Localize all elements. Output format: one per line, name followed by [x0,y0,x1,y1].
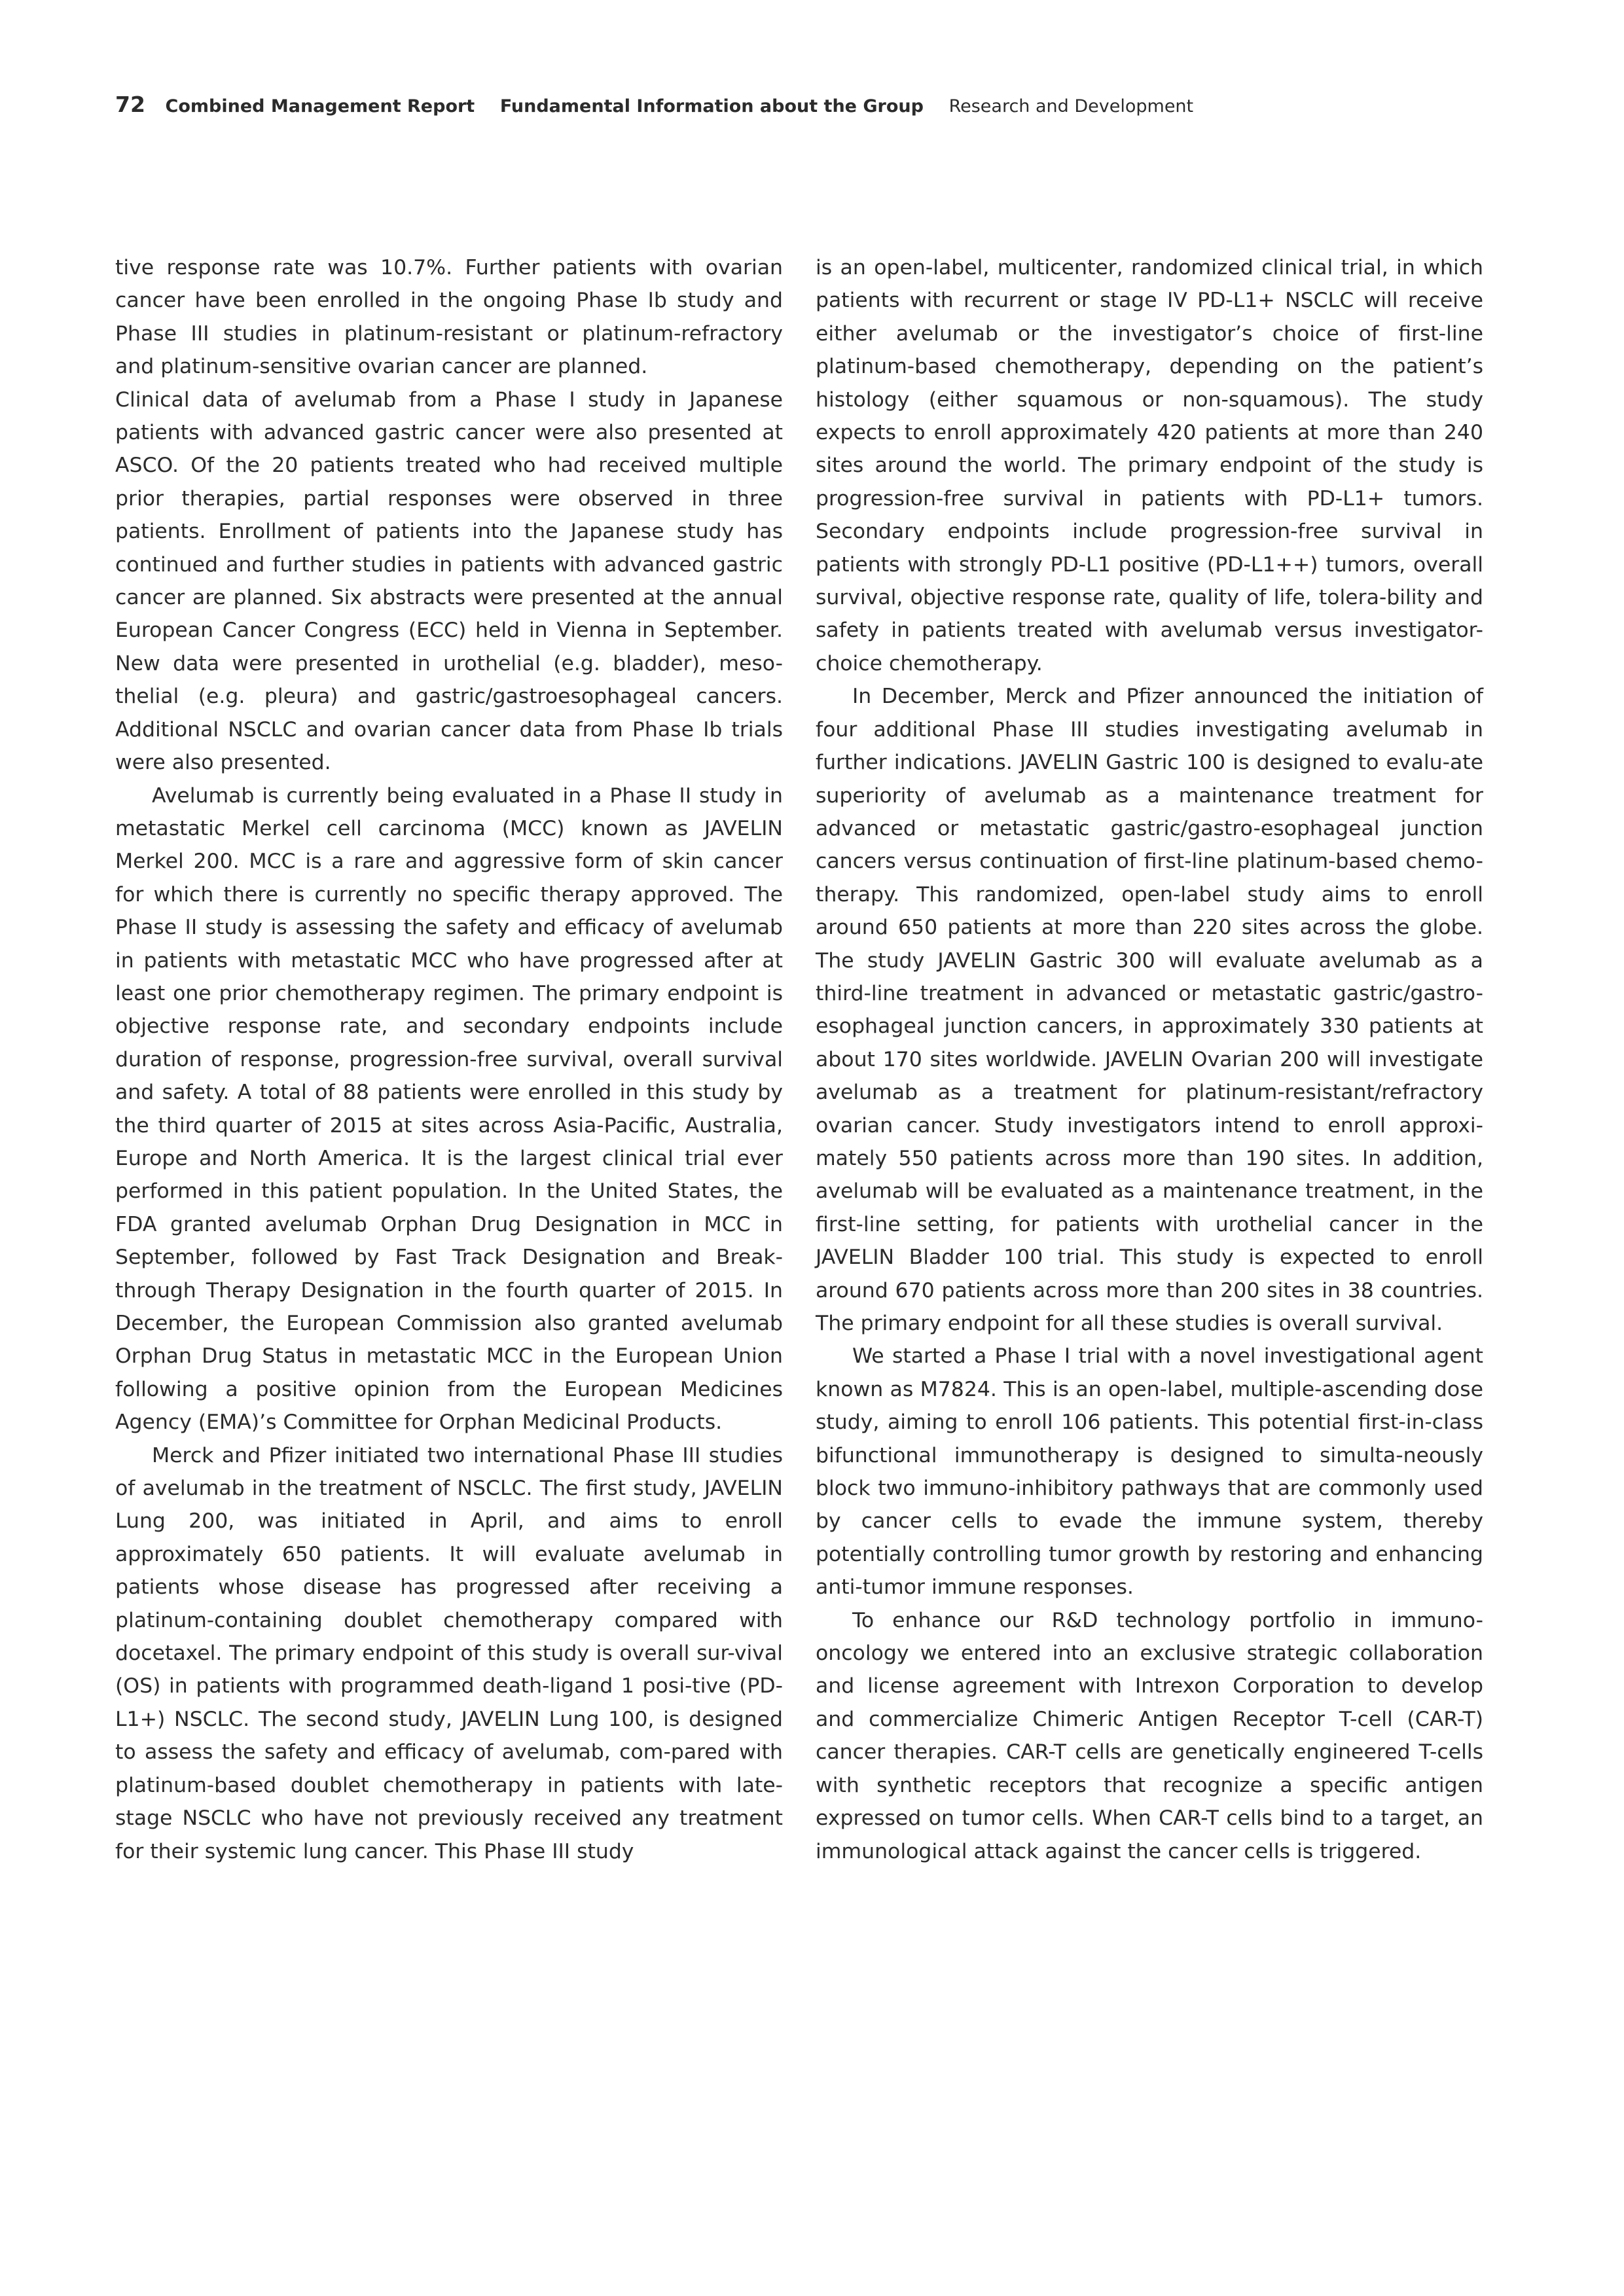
paragraph: tive response rate was 10.7%. Further patients with ovarian cancer have been enrolled in the ongoing Phase Ib study and Phase III studies in platinum-resistant or platinum-refractory and platinum-sensitive ovarian cancer are planned. [115,256,783,379]
paragraph: Clinical data of avelumab from a Phase I study in Japanese patients with advanced gastric cancer were also presented at ASCO. Of the 20 patients treated who had received multiple prior therapies, partial responses were observed in three patients. Enrollment of patients into the Japanese study has continued and further studies in patients with advanced gastric cancer are planned. Six abstracts were presented at the annual European Cancer Congress (ECC) held in Vienna in September. New data were presented in urothelial (e.g. bladder), meso-thelial (e.g. pleura) and gastric/gastroesophageal cancers. Additional NSCLC and ovarian cancer data from Phase Ib trials were also presented. [115,387,783,775]
right-text-column [816,251,1483,1868]
paragraph: Merck and Pfizer initiated two international Phase III studies of avelumab in the treatment of NSCLC. The first study, JAVELIN Lung 200, was initiated in April, and aims to enroll approximately 650 patients. It will evaluate avelumab in patients whose disease has progressed after receiving a platinum-containing doublet chemotherapy compared with docetaxel. The primary endpoint of this study is overall sur-vival (OS) in patients with programmed death-ligand 1 posi-tive (PD-L1+) NSCLC. The second study, JAVELIN Lung 100, is designed to assess the safety and efficacy of avelumab, com-pared with platinum-based doublet chemotherapy in patients with late-stage NSCLC who have not previously received any treatment for their systemic lung cancer. This Phase III study [115,1443,783,1863]
page-number: 72 [115,92,145,117]
running-header [115,92,1193,120]
report-subsection-title: Fundamental Information about the Group [499,96,924,117]
left-text-column [115,251,783,1868]
paragraph: We started a Phase I trial with a novel investigational agent known as M7824. This is an open-label, multiple-ascending dose study, aiming to enroll 106 patients. This potential first-in-class bifunctional immunotherapy is designed to simulta-neously block two immuno-inhibitory pathways that are commonly used by cancer cells to evade the immune system, thereby potentially controlling tumor growth by restoring and enhancing anti-tumor immune responses. [816,1344,1483,1600]
report-section-title: Combined Management Report [165,96,475,117]
paragraph: To enhance our R&D technology portfolio in immuno-oncology we entered into an exclusive strategic collaboration and license agreement with Intrexon Corporation to develop and commercialize Chimeric Antigen Receptor T-cell (CAR-T) cancer therapies. CAR-T cells are genetically engineered T-cells with synthetic receptors that recognize a specific antigen expressed on tumor cells. When CAR-T cells bind to a target, an immunological attack against the cancer cells is triggered. [816,1608,1483,1863]
report-topic-title: Research and Development [948,96,1194,117]
paragraph: In December, Merck and Pfizer announced the initiation of four additional Phase III studies investigating avelumab in further indications. JAVELIN Gastric 100 is designed to evalu-ate superiority of avelumab as a maintenance treatment for advanced or metastatic gastric/gastro-esophageal junction cancers versus continuation of first-line platinum-based chemo-therapy. This randomized, open-label study aims to enroll around 650 patients at more than 220 sites across the globe. The study JAVELIN Gastric 300 will evaluate avelumab as a third-line treatment in advanced or metastatic gastric/gastro-esophageal junction cancers, in approximately 330 patients at about 170 sites worldwide. JAVELIN Ovarian 200 will investigate avelumab as a treatment for platinum-resistant/refractory ovarian cancer. Study investigators intend to enroll approxi-mately 550 patients across more than 190 sites. In addition, avelumab will be evaluated as a maintenance treatment, in the first-line setting, for patients with urothelial cancer in the JAVELIN Bladder 100 trial. This study is expected to enroll around 670 patients across more than 200 sites in 38 countries. The primary endpoint for all these studies is overall survival. [816,685,1483,1335]
paragraph: is an open-label, multicenter, randomized clinical trial, in which patients with recurrent or stage IV PD-L1+ NSCLC will receive either avelumab or the investigator’s choice of first-line platinum-based chemotherapy, depending on the patient’s histology (either squamous or non-squamous). The study expects to enroll approximately 420 patients at more than 240 sites around the world. The primary endpoint of the study is progression-free survival in patients with PD-L1+ tumors. Secondary endpoints include progression-free survival in patients with strongly PD-L1 positive (PD-L1++) tumors, overall survival, objective response rate, quality of life, tolera-bility and safety in patients treated with avelumab versus investigator-choice chemotherapy. [816,256,1483,675]
paragraph: Avelumab is currently being evaluated in a Phase II study in metastatic Merkel cell carcinoma (MCC) known as JAVELIN Merkel 200. MCC is a rare and aggressive form of skin cancer for which there is currently no specific therapy approved. The Phase II study is assessing the safety and efficacy of avelumab in patients with metastatic MCC who have progressed after at least one prior chemotherapy regimen. The primary endpoint is objective response rate, and secondary endpoints include duration of response, progression-free survival, overall survival and safety. A total of 88 patients were enrolled in this study by the third quarter of 2015 at sites across Asia-Pacific, Australia, Europe and North America. It is the largest clinical trial ever performed in this patient population. In the United States, the FDA granted avelumab Orphan Drug Designation in MCC in September, followed by Fast Track Designation and Break-through Therapy Designation in the fourth quarter of 2015. In December, the European Commission also granted avelumab Orphan Drug Status in metastatic MCC in the European Union following a positive opinion from the European Medicines Agency (EMA)’s Committee for Orphan Medicinal Products. [115,783,783,1435]
